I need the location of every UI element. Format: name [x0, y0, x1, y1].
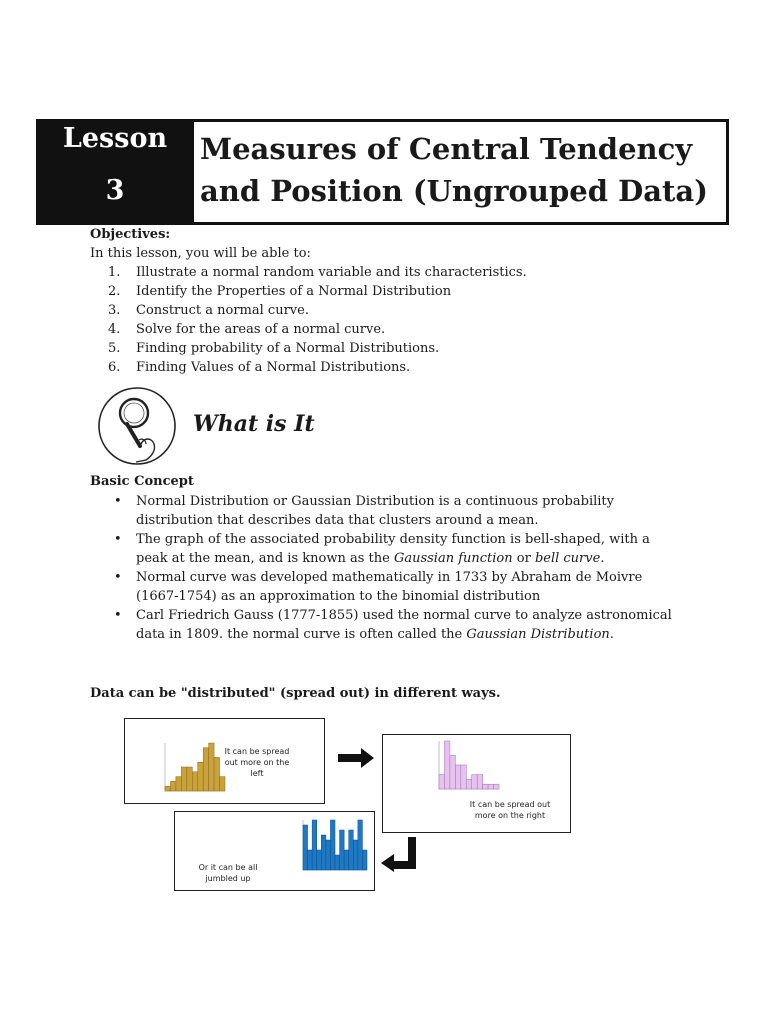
histogram-bar	[192, 772, 197, 791]
histogram-bar	[461, 765, 466, 789]
histogram-bar	[444, 741, 449, 789]
histogram-bar	[203, 748, 208, 791]
bullet-text: Gaussian function	[393, 551, 513, 566]
objective-text: Identify the Properties of a Normal Distribution	[136, 284, 452, 299]
bullet-text: Carl Friedrich Gauss (1777-1855) used the normal curve to analyze astronomical data in 1809. the normal curve is often called the	[136, 608, 672, 642]
bullet-text: or	[512, 551, 535, 566]
right-skew-histogram	[429, 739, 501, 797]
histogram-bar	[455, 765, 460, 789]
histogram-bar	[308, 850, 313, 870]
objective-text: Construct a normal curve.	[136, 303, 309, 318]
histogram-bar	[344, 850, 349, 870]
histogram-bar	[317, 850, 322, 870]
histogram-panel-bottom	[174, 811, 375, 891]
right-arrow-icon	[337, 747, 375, 769]
title-banner	[194, 119, 729, 225]
histogram-bar	[335, 855, 340, 870]
bullet-text: Normal Distribution or Gaussian Distribution is a continuous probability distribution that describes data that clusters around a mean.	[136, 494, 614, 528]
concept-bullet	[112, 606, 672, 644]
section-title: What is It	[193, 411, 315, 437]
objective-text: Finding Values of a Normal Distributions.	[136, 360, 411, 375]
magnifier-icon	[94, 386, 180, 466]
histogram-bar	[165, 786, 170, 791]
objective-number: 1.	[108, 265, 121, 280]
panel-caption: Or it can be all jumbled up	[198, 863, 258, 883]
jumbled-histogram	[293, 818, 369, 878]
panel-caption: It can be spread out more on the left	[224, 747, 290, 778]
objectives-heading: Objectives:	[90, 227, 171, 242]
panel-caption: It can be spread out more on the right	[469, 800, 551, 820]
objective-number: 3.	[108, 303, 121, 318]
histogram-bar	[321, 835, 326, 870]
histogram-bar	[349, 830, 354, 870]
concept-bullet	[112, 530, 672, 568]
histogram-bar	[330, 820, 335, 870]
objective-item	[108, 263, 527, 282]
objective-item	[108, 358, 527, 377]
concept-bullet	[112, 568, 672, 606]
lesson-label: Lesson	[62, 123, 168, 154]
bullet-text: Normal curve was developed mathematically in 1733 by Abraham de Moivre (1667-1754) as an approximation to the binomial distribution	[136, 570, 643, 604]
histogram-bar	[362, 850, 367, 870]
objective-number: 6.	[108, 360, 121, 375]
objective-item	[108, 339, 527, 358]
objectives-list	[108, 263, 527, 377]
basic-concept-heading: Basic Concept	[90, 474, 194, 489]
histogram-bar	[353, 840, 358, 870]
objective-number: 2.	[108, 284, 121, 299]
histogram-bar	[477, 775, 482, 789]
histogram-bar	[176, 777, 181, 791]
bullet-text: The graph of the associated probability density function is bell-shaped, with a peak at the mean, and is known as the	[136, 532, 650, 566]
objective-number: 4.	[108, 322, 121, 337]
histogram-bar	[472, 775, 477, 789]
bullet-text: .	[600, 551, 605, 566]
bullet-text: bell curve	[534, 551, 601, 566]
lesson-badge	[36, 119, 194, 225]
concept-bullet	[112, 492, 672, 530]
objective-item	[108, 282, 527, 301]
histogram-bar	[312, 820, 317, 870]
distribution-note: Data can be "distributed" (spread out) in different ways.	[90, 686, 501, 701]
return-arrow-icon	[380, 836, 418, 872]
histogram-panel-left	[124, 718, 325, 804]
objective-text: Finding probability of a Normal Distributions.	[136, 341, 440, 356]
bullet-text: .	[609, 627, 614, 642]
objective-number: 5.	[108, 341, 121, 356]
objective-item	[108, 301, 527, 320]
histogram-bar	[198, 762, 203, 791]
histogram-bar	[488, 784, 493, 789]
objective-text: Illustrate a normal random variable and its characteristics.	[136, 265, 527, 280]
histogram-panel-right	[382, 734, 571, 833]
histogram-bar	[439, 775, 444, 789]
basic-concept-list	[112, 492, 672, 644]
objective-item	[108, 320, 527, 339]
histogram-bar	[340, 830, 345, 870]
histogram-bar	[483, 784, 488, 789]
histogram-bar	[170, 781, 175, 791]
histogram-bar	[450, 755, 455, 789]
histogram-bar	[466, 779, 471, 789]
histogram-bar	[181, 767, 186, 791]
histogram-bar	[187, 767, 192, 791]
histogram-bar	[303, 825, 308, 870]
histogram-bar	[494, 784, 499, 789]
histogram-bar	[358, 820, 363, 870]
histogram-bar	[209, 743, 214, 791]
objective-text: Solve for the areas of a normal curve.	[136, 322, 386, 337]
lesson-title: Measures of Central Tendency and Position (Ungrouped Data)	[200, 132, 708, 208]
bullet-text: Gaussian Distribution	[466, 627, 610, 642]
histogram-bar	[326, 840, 331, 870]
objectives-intro: In this lesson, you will be able to:	[90, 246, 311, 261]
left-skew-histogram	[155, 741, 227, 799]
lesson-number: 3	[105, 175, 125, 206]
